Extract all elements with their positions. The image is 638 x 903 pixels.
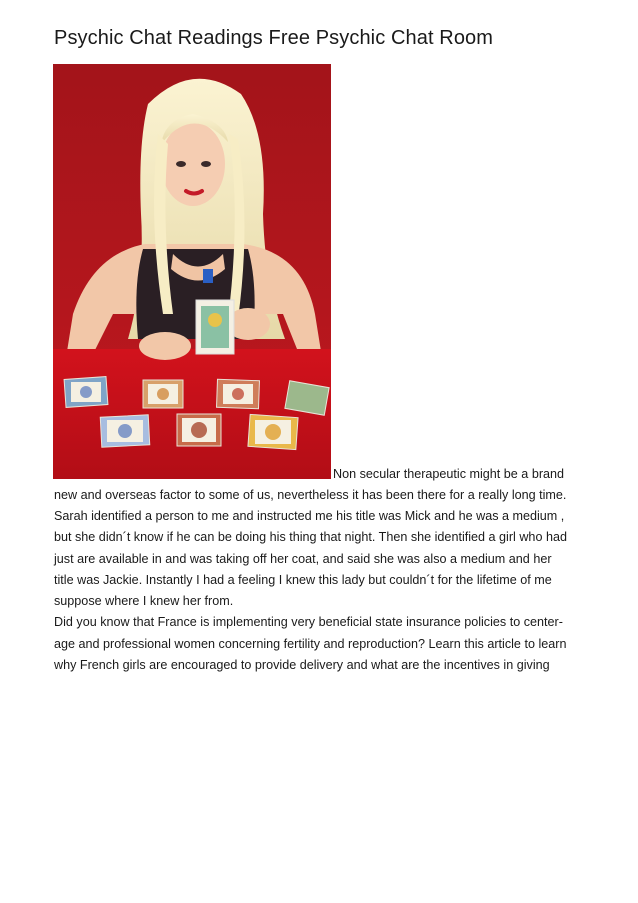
- text-line: Did you know that France is implementing very beneficial state insurance policies to center-: [54, 615, 563, 629]
- text-line: title was Jackie. Instantly I had a feeling I knew this lady but couldn´t for the lifetime of me: [54, 573, 552, 587]
- tarot-reader-illustration: [53, 64, 331, 479]
- text-line: new and overseas factor to some of us, nevertheless it has been there for a really long time.: [54, 488, 567, 502]
- text-line: Non secular therapeutic might be a brand: [333, 467, 565, 481]
- text-line: just are available in and was taking off her coat, and said she was also a medium and her: [54, 552, 552, 566]
- tarot-reader-photo: [53, 64, 331, 479]
- text-line: age and professional women concerning fertility and reproduction? Learn this article to learn: [54, 637, 567, 651]
- text-line: Sarah identified a person to me and instructed me his title was Mick and he was a medium ,: [54, 509, 565, 523]
- page-title: Psychic Chat Readings Free Psychic Chat Room: [54, 27, 494, 49]
- text-line: but she didn´t know if he can be doing his thing that night. Then she identified a girl who had: [54, 530, 567, 544]
- text-line: suppose where I knew her from.: [54, 594, 234, 608]
- text-line: why French girls are encouraged to provide delivery and what are the incentives in giving: [54, 658, 550, 672]
